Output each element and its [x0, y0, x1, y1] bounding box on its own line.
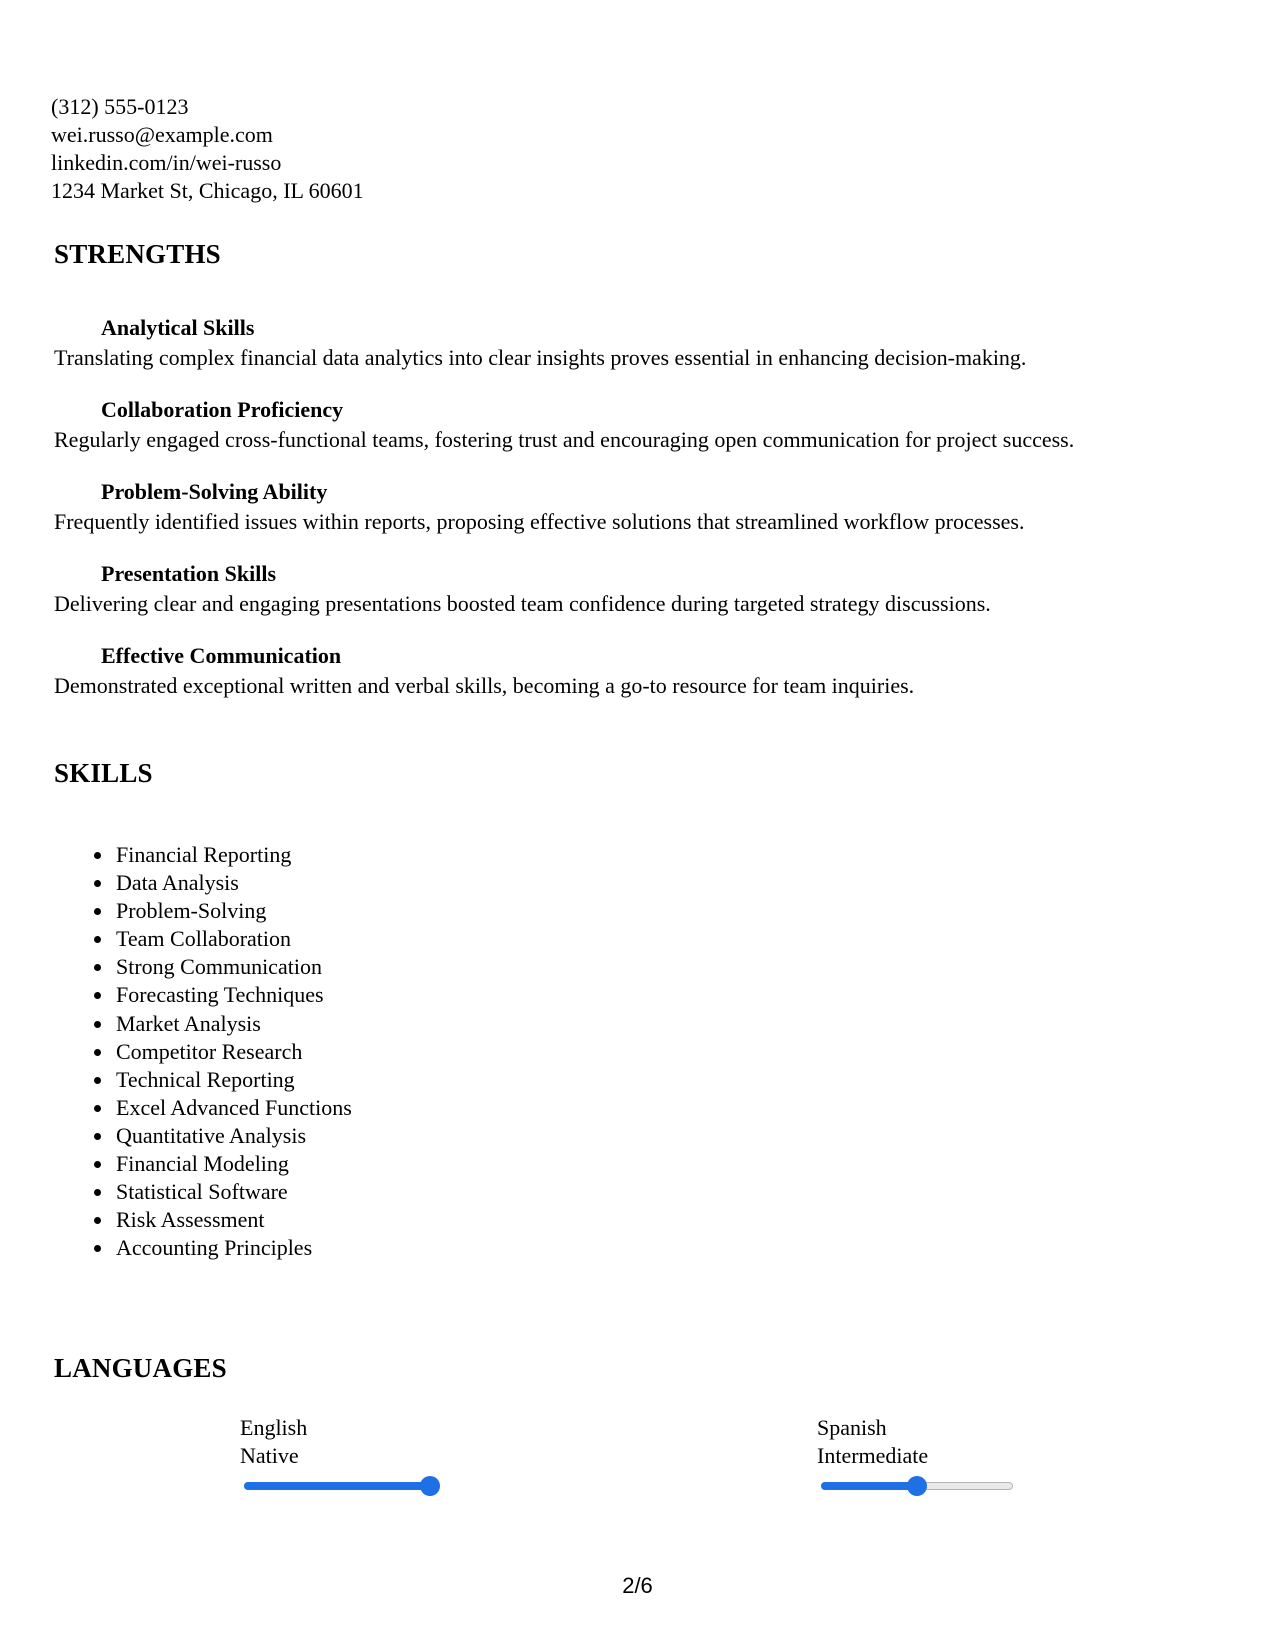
slider-fill	[244, 1482, 430, 1490]
strength-item	[54, 477, 1254, 559]
skill-item: Team Collaboration	[116, 925, 352, 953]
slider-thumb[interactable]	[907, 1476, 927, 1496]
street-address: 1234 Market St, Chicago, IL 60601	[51, 178, 364, 203]
strength-title: Collaboration Proficiency	[101, 397, 344, 422]
strength-title: Problem-Solving Ability	[101, 479, 328, 504]
page-number: 2/6	[622, 1573, 653, 1598]
email-address: wei.russo@example.com	[51, 122, 273, 147]
strength-title: Effective Communication	[101, 643, 342, 668]
skill-item: Quantitative Analysis	[116, 1122, 352, 1150]
strength-description: Regularly engaged cross-functional teams, fostering trust and encouraging open communication for project success.	[54, 427, 1075, 452]
skill-item: Excel Advanced Functions	[116, 1094, 352, 1122]
skill-item: Financial Reporting	[116, 841, 352, 869]
strength-item	[54, 641, 1254, 723]
language-english	[240, 1414, 440, 1496]
proficiency-slider[interactable]	[240, 1476, 440, 1496]
strength-item	[54, 559, 1254, 641]
language-level: Native	[240, 1443, 299, 1468]
skills-heading: SKILLS	[54, 758, 153, 788]
language-name: Spanish	[817, 1415, 887, 1440]
slider-fill	[821, 1482, 917, 1490]
skill-item: Competitor Research	[116, 1038, 352, 1066]
proficiency-slider[interactable]	[817, 1476, 1017, 1496]
skill-item: Technical Reporting	[116, 1066, 352, 1094]
strength-description: Demonstrated exceptional written and verbal skills, becoming a go-to resource for team inquiries.	[54, 673, 915, 698]
skill-item: Financial Modeling	[116, 1150, 352, 1178]
linkedin-url: linkedin.com/in/wei-russo	[51, 150, 282, 175]
strengths-list	[54, 313, 1254, 723]
skill-item: Accounting Principles	[116, 1234, 352, 1262]
slider-thumb[interactable]	[420, 1476, 440, 1496]
contact-info	[51, 93, 364, 205]
strength-item	[54, 395, 1254, 477]
languages-heading: LANGUAGES	[54, 1353, 227, 1383]
strength-description: Frequently identified issues within reports, proposing effective solutions that streamlined workflow processes.	[54, 509, 1025, 534]
skill-item: Risk Assessment	[116, 1206, 352, 1234]
skill-item: Data Analysis	[116, 869, 352, 897]
skill-item: Market Analysis	[116, 1010, 352, 1038]
skill-item: Forecasting Techniques	[116, 981, 352, 1009]
language-level: Intermediate	[817, 1443, 929, 1468]
strength-title: Analytical Skills	[101, 315, 255, 340]
language-name: English	[240, 1415, 308, 1440]
phone-number: (312) 555-0123	[51, 94, 189, 119]
skills-list	[116, 841, 352, 1262]
strength-description: Delivering clear and engaging presentations boosted team confidence during targeted strategy discussions.	[54, 591, 991, 616]
skill-item: Strong Communication	[116, 953, 352, 981]
strength-item	[54, 313, 1254, 395]
strengths-heading: STRENGTHS	[54, 239, 221, 269]
language-spanish	[817, 1414, 1017, 1496]
strength-description: Translating complex financial data analytics into clear insights proves essential in enhancing decision-making.	[54, 345, 1027, 370]
skill-item: Statistical Software	[116, 1178, 352, 1206]
skill-item: Problem-Solving	[116, 897, 352, 925]
strength-title: Presentation Skills	[101, 561, 277, 586]
